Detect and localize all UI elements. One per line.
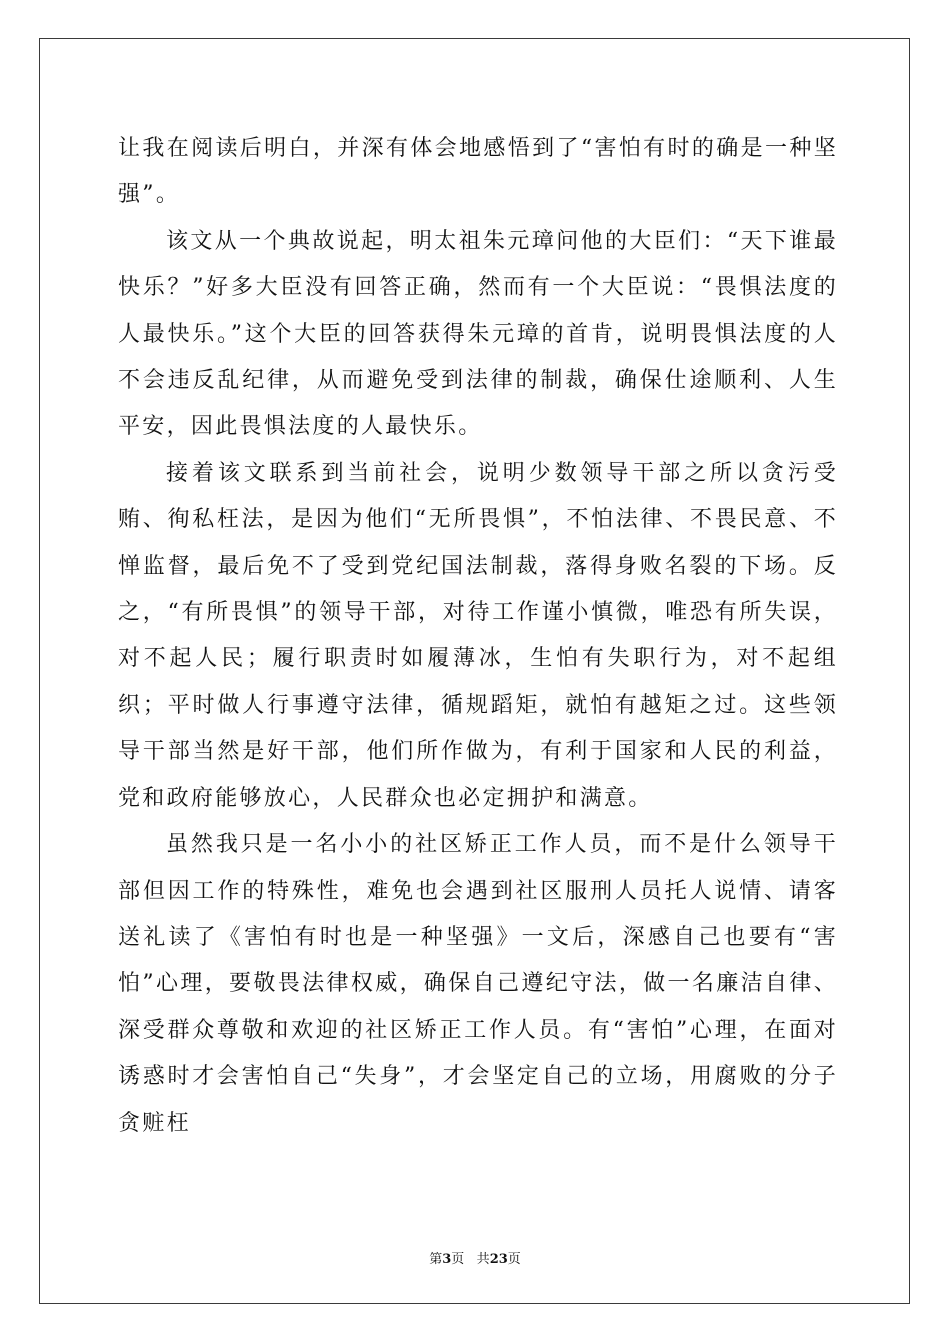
footer-total-pages: 23: [489, 1252, 508, 1267]
footer-page-prefix: 第: [429, 1252, 443, 1267]
footer-page-suffix: 页: [451, 1252, 465, 1267]
paragraph-2: 该文从一个典故说起，明太祖朱元璋问他的大臣们：“天下谁最快乐？”好多大臣没有回答正确，然而有一个大臣说：“畏惧法度的人最快乐。”这个大臣的回答获得朱元璋的首肯，说明畏惧法度的人不会违反乱纪律，从而避免受到法律的制裁，确保仕途顺利、人生平安，因此畏惧法度的人最快乐。: [118, 228, 838, 440]
footer-total-suffix: 页: [507, 1252, 521, 1267]
footer-total-prefix: 共: [476, 1252, 490, 1267]
paragraph-1: 让我在阅读后明白，并深有体会地感悟到了“害怕有时的确是一种坚强”。: [118, 136, 838, 208]
paragraph-3: 接着该文联系到当前社会，说明少数领导干部之所以贪污受贿、徇私枉法，是因为他们“无所畏惧”，不怕法律、不畏民意、不惮监督，最后免不了受到党纪国法制裁，落得身败名裂的下场。反之，“有所畏惧”的领导干部，对待工作谨小慎微，唯恐有所失误，对不起人民；履行职责时如履薄冰，生怕有失职行为，对不起组织；平时做人行事遵守法律，循规蹈矩，就怕有越矩之过。这些领导干部当然是好干部，他们所作做为，有利于国家和人民的利益，党和政府能够放心，人民群众也必定拥护和满意。: [118, 460, 838, 811]
paragraph-4: 虽然我只是一名小小的社区矫正工作人员，而不是什么领导干部但因工作的特殊性，难免也会遇到社区服刑人员托人说情、请客送礼读了《害怕有时也是一种坚强》一文后，深感自己也要有“害怕”心理，要敬畏法律权威，确保自己遵纪守法，做一名廉洁自律、深受群众尊敬和欢迎的社区矫正工作人员。有“害怕”心理，在面对诱惑时才会害怕自己“失身”，才会坚定自己的立场，用腐败的分子贪赃枉: [118, 832, 838, 1136]
document-body: [118, 126, 838, 1147]
page-footer: [0, 1248, 950, 1267]
footer-page-number: 3: [442, 1252, 452, 1267]
